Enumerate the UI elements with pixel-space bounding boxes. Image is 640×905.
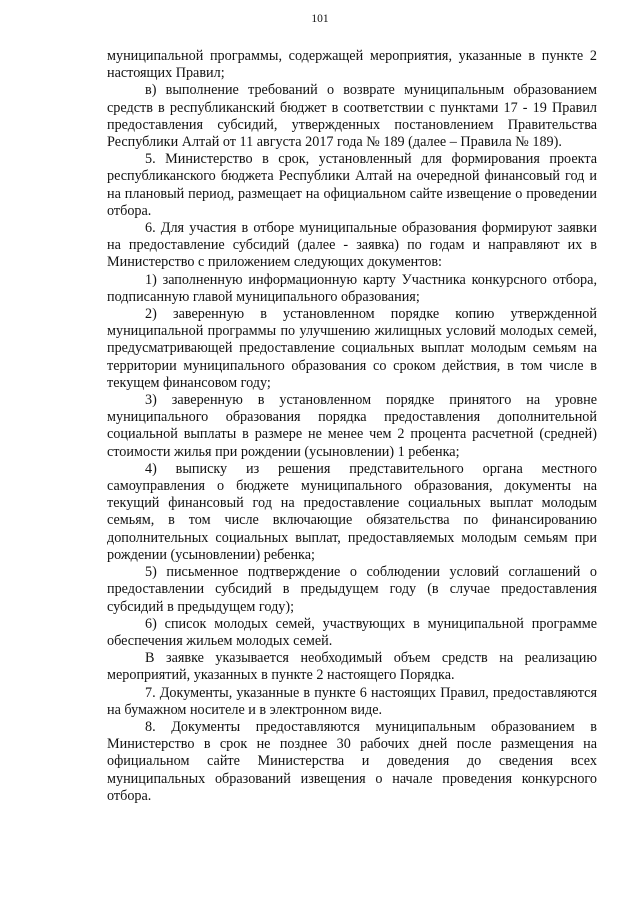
paragraph-6: 6. Для участия в отборе муниципальные образования формируют заявки на предоставление субсидий (далее - заявка) по годам и направляют их в Министерство с приложением следующих документов: — [107, 220, 597, 271]
paragraph-5: 5. Министерство в срок, установленный для формирования проекта республиканского бюджета Республики Алтай на очередной финансовый год и на плановый период, размещает на официальном сайте извещение о проведении отбора. — [107, 151, 597, 219]
paragraph-6-item-2: 2) заверенную в установленном порядке копию утвержденной муниципальной программы по улучшению жилищных условий молодых семей, предусматривающей предоставление социальных выплат молодым семьям на территории муниципального образования со сроком действия, в том числе в текущем финансовом году; — [107, 306, 597, 391]
document-body — [107, 48, 597, 805]
page-number: 101 — [311, 13, 329, 25]
paragraph-6-item-5: 5) письменное подтверждение о соблюдении условий соглашений о предоставлении субсидий в предыдущем году (в случае предоставления субсидий в предыдущем году); — [107, 564, 597, 615]
paragraph-6-item-3: 3) заверенную в установленном порядке принятого на уровне муниципального образования порядка предоставления дополнительной социальной выплаты в размере не менее чем 2 процента расчетной (средней) стоимости жилья при рождении (усыновлении) 1 ребенка; — [107, 392, 597, 460]
paragraph-application-volume: В заявке указывается необходимый объем средств на реализацию мероприятий, указанных в пункте 2 настоящего Порядка. — [107, 650, 597, 684]
paragraph-7: 7. Документы, указанные в пункте 6 настоящих Правил, предоставляются на бумажном носителе и в электронном виде. — [107, 684, 597, 718]
paragraph-6-item-1: 1) заполненную информационную карту Участника конкурсного отбора, подписанную главой муниципального образования; — [107, 271, 597, 305]
paragraph-6-item-6: 6) список молодых семей, участвующих в муниципальной программе обеспечения жильем молодых семей. — [107, 615, 597, 649]
paragraph-6-item-4: 4) выписку из решения представительного органа местного самоуправления о бюджете муниципального образования, документы на текущий финансовый год на предоставление социальных выплат молодым семьям, в том числе включающие обязательства по финансированию дополнительных социальных выплат, предоставляемых молодым семьям при рождении (усыновлении) ребенка; — [107, 460, 597, 563]
paragraph-8: 8. Документы предоставляются муниципальным образованием в Министерство в срок не позднее 30 рабочих дней после размещения на официальном сайте Министерства и доведения до сведения всех муниципальных образований извещения о начале проведения конкурсного отбора. — [107, 718, 597, 804]
paragraph-continuation: муниципальной программы, содержащей мероприятия, указанные в пункте 2 настоящих Правил; — [107, 48, 597, 82]
paragraph-item-v: в) выполнение требований о возврате муниципальным образованием средств в республиканский бюджет в соответствии с пунктами 17 - 19 Правил предоставления субсидий, утвержденных постановлением Правительства Республики Алтай от 11 августа 2017 года № 189 (далее – Правила № 189). — [107, 82, 597, 151]
